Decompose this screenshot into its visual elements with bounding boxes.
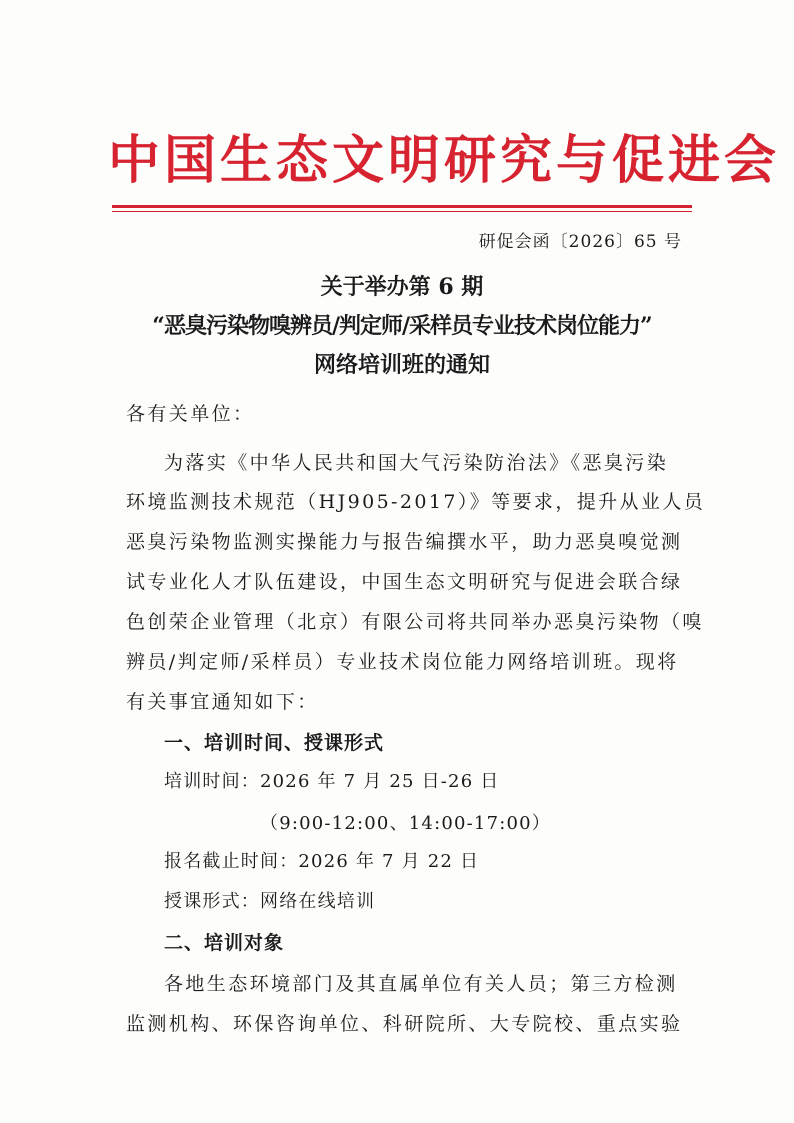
intro-line: 环境监测技术规范（HJ905-2017）》等要求，提升从业人员 [126, 491, 706, 513]
intro-line: 色创荣企业管理（北京）有限公司将共同举办恶臭污染物（嗅 [126, 611, 704, 633]
registration-deadline: 报名截止时间：2026 年 7 月 22 日 [164, 851, 480, 872]
organization-letterhead: 中国生态文明研究与促进会 [108, 130, 781, 191]
section-2-line: 监测机构、环保咨询单位、科研院所、大专院校、重点实验 [126, 1013, 683, 1035]
section-2-line: 各地生态环境部门及其直属单位有关人员；第三方检测 [164, 973, 678, 995]
letterhead-rule-thick [112, 205, 692, 208]
title-line-2: “恶臭污染物嗅辨员/判定师/采样员专业技术岗位能力” [152, 313, 652, 339]
salutation: 各有关单位： [126, 403, 255, 425]
training-format: 授课形式：网络在线培训 [164, 891, 376, 912]
intro-line: 为落实《中华人民共和国大气污染防治法》《恶臭污染 [164, 452, 669, 474]
intro-line: 恶臭污染物监测实操能力与报告编撰水平，助力恶臭嗅觉测 [126, 531, 683, 553]
title-line-1: 关于举办第 6 期 [320, 274, 484, 300]
title-line-3: 网络培训班的通知 [313, 352, 490, 378]
training-hours: （9:00-12:00、14:00-17:00） [260, 813, 552, 834]
section-2-heading: 二、培训对象 [164, 932, 285, 954]
section-1-heading: 一、培训时间、授课形式 [164, 732, 385, 754]
intro-line: 有关事宜通知如下： [126, 691, 319, 713]
document-number: 研促会函〔2026〕65 号 [478, 232, 682, 252]
training-time: 培训时间：2026 年 7 月 25 日-26 日 [164, 771, 500, 792]
letterhead-rule-thin [112, 211, 692, 212]
intro-line: 辨员/判定师/采样员）专业技术岗位能力网络培训班。现将 [126, 651, 679, 673]
intro-line: 试专业化人才队伍建设，中国生态文明研究与促进会联合绿 [126, 571, 683, 593]
